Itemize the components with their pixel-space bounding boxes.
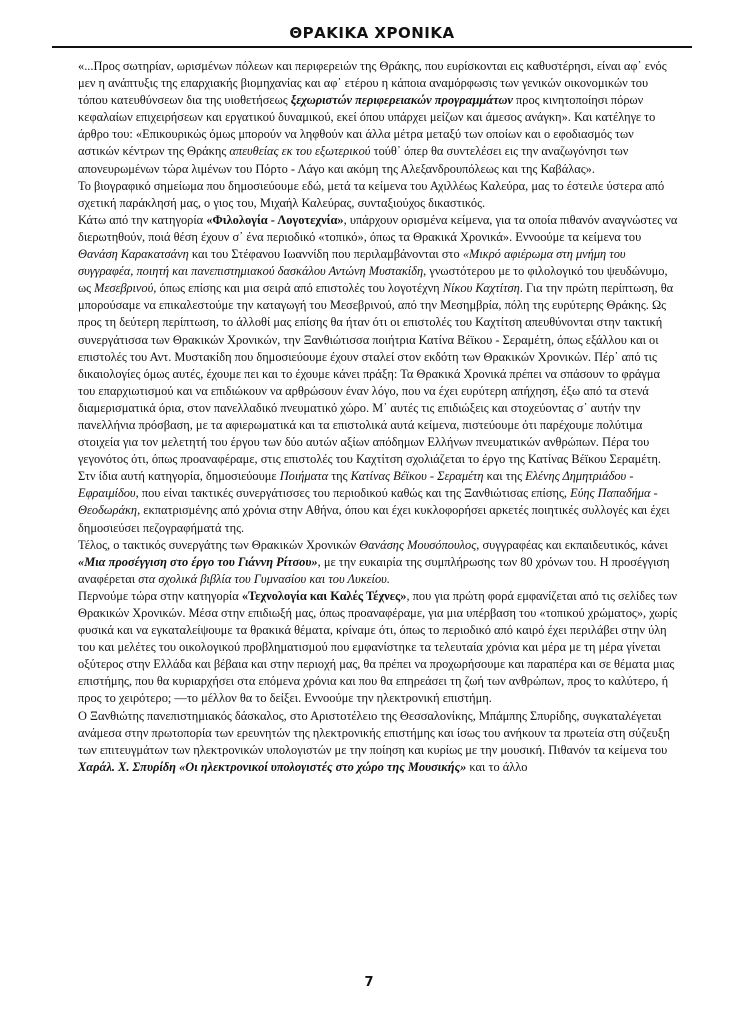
body-paragraph bbox=[78, 468, 678, 536]
text-run: και της bbox=[483, 469, 526, 484]
text-run: συγγραφέας και εκπαιδευτικός, κάνει bbox=[479, 537, 668, 552]
italic-text-run: Θανάση Καρακατσάνη bbox=[78, 247, 189, 262]
italic-text-run: Ποιήματα bbox=[279, 469, 329, 484]
italic-text-run: Νίκου Καχτίτση bbox=[442, 281, 520, 296]
text-run: «...Προς σωτηρίαν, ωρισμένων πόλεων και περιφερειών της Θράκης, που ευρίσκονται εις καθυστέρησι, είναι αφ᾽ ενός μεν η ανάπτυξις της επαρχιακής βιομηχανίας και αφ᾽ ετέρου η κάποια αναμόρφωσις των γενικών οικονομικών του τόπου κατευθύνσεων δια της υιοθετήσεως bbox=[78, 59, 667, 108]
italic-text-run: Εύης Παπαδήμα - Θεοδωράκη bbox=[78, 486, 658, 518]
text-run: , εκπατρισμένης από χρόνια στην Αθήνα, όπου και έχει κυκλοφορήσει αρκετές ποιητικές συλλογές και έχει δημοσιεύσει πεζογραφήματά της. bbox=[78, 503, 670, 535]
body-paragraph bbox=[78, 537, 678, 588]
italic-text-run: στα σχολικά βιβλία του Γυμνασίου και του Λυκείου. bbox=[138, 571, 390, 586]
italic-text-run: Κατίνας Βέϊκου - Σεραμέτη bbox=[350, 469, 484, 484]
text-run: Στν ίδια αυτή κατηγορία, δημοσιεύουμε bbox=[78, 469, 280, 484]
journal-title: ΘΡΑΚΙΚΑ ΧΡΟΝΙΚΑ bbox=[289, 24, 455, 42]
text-run: τούθ᾽ όπερ θα συντελέσει εις την αναζωγόνησι των απονευρωμένων τώρα λιμένων του Πόρτο - Λάγο και ακόμη της Αλεξανδρουπόλεως και της Καβάλας». bbox=[78, 144, 629, 176]
italic-text-run: απευθείας εκ του εξωτερικού bbox=[229, 144, 371, 159]
body-paragraph bbox=[78, 58, 678, 178]
text-run: της bbox=[328, 469, 351, 484]
text-run: , με την ευκαιρία της συμπλήρωσης των 80 χρόνων του. Η προσέγγιση αναφέρεται bbox=[78, 554, 670, 586]
text-run: , γνωστότερου με το φιλολογικό του ψευδώνυμο, ως bbox=[78, 264, 668, 296]
italic-text-run: Θανάσης Μουσόπουλος, bbox=[359, 537, 480, 552]
italic-text-run: «Μικρό αφιέρωμα στη μνήμη του συγγραφέα, ποιητή και πανεπιστημιακού δασκάλου Αντώνη Μυστακίδη bbox=[78, 247, 626, 279]
text-run: και το άλλο bbox=[466, 759, 528, 774]
text-run: που είναι τακτικές συνεργάτισσες του περιοδικού καθώς και της Ξανθιώτισας επίσης, bbox=[138, 486, 571, 501]
body-paragraph bbox=[78, 212, 678, 468]
text-run: Κάτω από την κατηγορία bbox=[78, 212, 207, 227]
text-run: όπως επίσης και μια σειρά από επιστολές του λογοτέχνη bbox=[156, 281, 443, 296]
text-run: , που για πρώτη φορά εμφανίζεται από τις σελίδες των Θρακικών Χρονικών. Μέσα στην επιδιωξή μας, όπως προαναφέραμε, για μια υπέρβαση του «τοπικού χρώματος», χωρίς φυσικά και να εγκαταλείψουμε τα θρακικά θέματα, κρίναμε ότι, όπως το περιοδικό από καιρό έχει περιλάβει στην ύλη του και μελέτες του οικολογικού προβληματισμού που εμφανίστηκε τα τελευταία χρόνια και μέρα με τη μέρα γίνεται οξύτερος στην Ελλάδα και βέβαια και στην περιοχή μας, θα πρέπει να προχωρήσουμε και παραπέρα και σε θέματα μιας επιστήμης, που θα κυριαρχήσει στα επόμενα χρόνια και που θα επηρεάσει τη ζωή των ανθρώπων, προς το καλύτερο, ή προς το χειρότερο; —το μέλλον θα το δείξει. Εννοούμε την ηλεκτρονική επιστήμη. bbox=[78, 588, 678, 706]
body-paragraph bbox=[78, 178, 678, 212]
bold-italic-text-run: ξεχωριστών περιφερειακών προγραμμάτων bbox=[290, 93, 513, 108]
text-run: και του Στέφανου Ιωαννίδη που περιλαμβάνονται στο bbox=[188, 247, 463, 262]
text-run: Το βιογραφικό σημείωμα που δημοσιεύουμε εδώ, μετά τα κείμενα του Αχιλλέως Καλεύρα, μας το έστειλε ύστερα από σχετική παράκλησή μας, ο γιος του, Μιχαήλ Καλεύρας, συνταξιούχος δικαστικός. bbox=[78, 178, 665, 210]
running-header bbox=[52, 22, 692, 44]
text-run: Περνούμε τώρα στην κατηγορία bbox=[78, 588, 242, 603]
italic-text-run: Ελένης Δημητριάδου - Εφραιμίδου, bbox=[78, 469, 634, 501]
bold-text-run: «Τεχνολογία και Καλές Τέχνες» bbox=[241, 588, 407, 603]
bold-text-run: «Φιλολογία - Λογοτεχνία» bbox=[206, 212, 344, 227]
bold-italic-text-run: Χαράλ. Χ. Σπυρίδη «Οι ηλεκτρονικοί υπολογιστές στο χώρο της Μουσικής» bbox=[78, 759, 467, 774]
text-run: προς κινητοποίησι πόρων κεφαλαίων επιχειρήσεων και εργατικού δυναμικού, εκεί όπου υπάρχει μείζων και άμεσος ανάγκη». Και κατέληγε το άρθρο του: «Επικουρικώς όμως μπορούν να ληφθούν και άλλα μέτρα μεταξύ των οποίων και ο εφοδιασμός των αστικών κέντρων της Θράκης bbox=[78, 93, 656, 159]
italic-text-run: Μεσεβρινού, bbox=[94, 281, 157, 296]
bold-italic-text-run: «Μια προσέγγιση στο έργο του Γιάννη Ρίτσου» bbox=[78, 554, 318, 569]
header-rule bbox=[52, 46, 692, 48]
text-run: Ο Ξανθιώτης πανεπιστημιακός δάσκαλος, στο Αριστοτέλειο της Θεσσαλονίκης, Μπάμπης Σπυρίδης, συγκαταλέγεται ανάμεσα στην πρωτοπορία των ερευνητών της ηλεκτρονικής επιστήμης και ίσως του ανήκουν τα πρωτεία στη σύζευξη των επιτευγμάτων των ηλεκτρονικών υπολογιστών με την ποίηση και κυρίως με την μουσική. Πιθανόν τα κείμενα του bbox=[78, 708, 670, 757]
article-body bbox=[78, 58, 678, 776]
text-run: , υπάρχουν ορισμένα κείμενα, για τα οποία πιθανόν αναγνώστες να διερωτηθούν, ποιά θέση έχουν σ᾽ ένα περιοδικό «τοπικό», όπως τα Θρακικά Χρονικά». Εννοούμε τα κείμενα του bbox=[78, 212, 678, 244]
text-run: Τέλος, ο τακτικός συνεργάτης των Θρακικών Χρονικών bbox=[78, 537, 360, 552]
page-number: 7 bbox=[364, 975, 374, 990]
text-run: . Για την πρώτη περίπτωση, θα μπορούσαμε να επικαλεστούμε την καταγωγή του Μεσεβρινού, από την Μεσημβρία, πόλη της ευρύτερης Θράκης. Ως προς τη δεύτερη περίπτωση, το άλλοθί μας επίσης θα ήταν ότι οι επιστολές του Καχτίτση απευθύνονται στην τακτική συνεργάτισσα των Θρακικών Χρονικών, την Ξανθιώτισσα ποιήτρια Κατίνα Βέϊκου - Σεραμέτη, όπως εξάλλου και οι επιστολές του Αντ. Μυστακίδη που δημοσιεύουμε έχουν σταλεί στον εκδότη των Θρακικών Χρονικών. Πέρ᾽ από τις δικαιολογίες όμως αυτές, έχουμε πει και το έχουμε κάνει πράξη: Τα Θρακικά Χρονικά πρέπει να σπάσουν το φράγμα του επαρχιωτισμού και να επιδιώκουν να αρθρώσουν έναν λόγο, που να έχει ευρύτερη απήχηση, έξω από τα στενά διαμερισματικά όρια, στον πανελλαδικό πνευματικό χώρο. Μ᾽ αυτές τις επιδιώξεις και στοχεύοντας σ᾽ αυτήν την πανελλήνια πρόσβαση, με τα αφιερωματικά και τα επιστολικά αυτά κείμενα, πιστεύουμε ότι παρέχουμε πολύτιμα στοιχεία για τον μελετητή του έργου των δύο αυτών αξίων απόδημων Ελλήνων πνευματικών ανθρώπων. Πέρα του γεγονότος ότι, όπως προαναφέραμε, στις επιστολές του Καχτίτση σχολιάζεται το έργο της Κατίνας Βέϊκου Σεραμέτη. bbox=[78, 281, 674, 467]
body-paragraph bbox=[78, 588, 678, 708]
body-paragraph bbox=[78, 708, 678, 776]
